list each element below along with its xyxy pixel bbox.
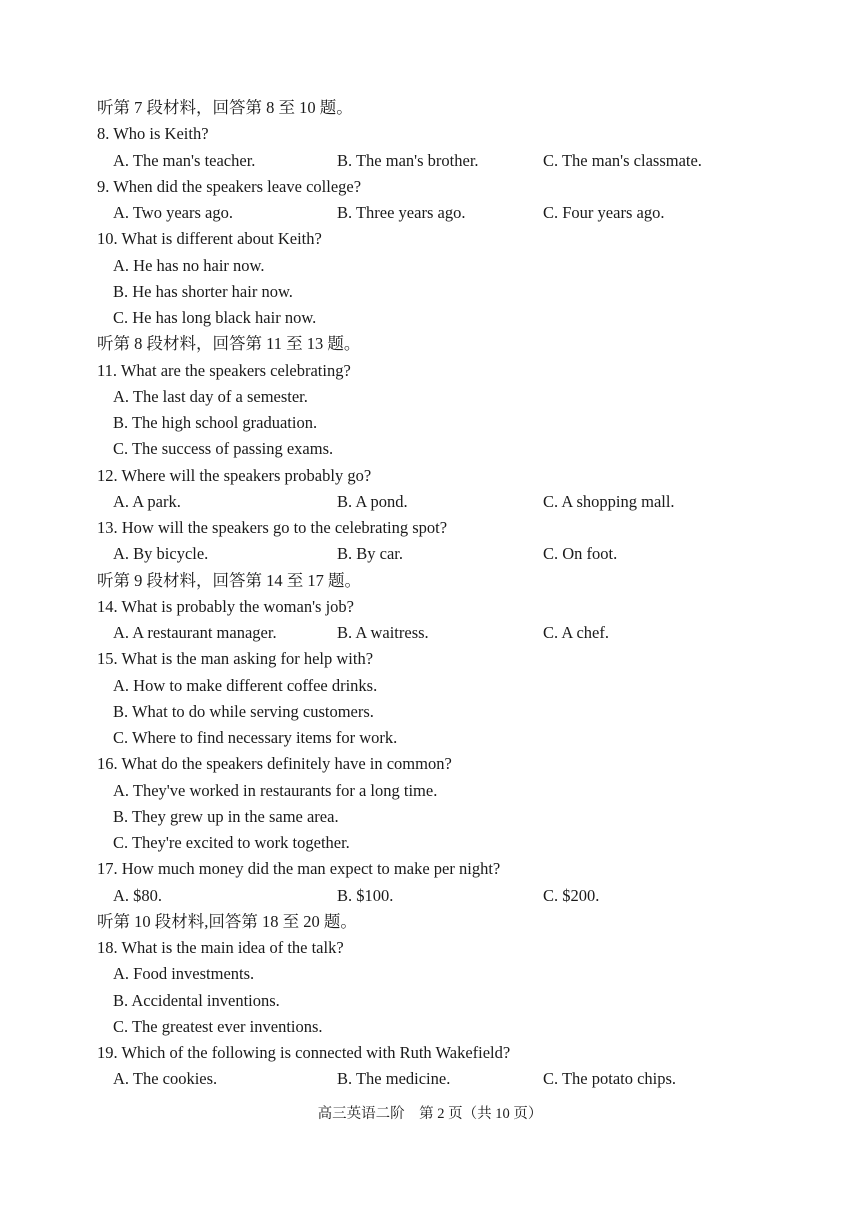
answer-option: C. A shopping mall.	[543, 491, 675, 511]
question-stem: 9. When did the speakers leave college?	[97, 176, 362, 196]
answer-option: C. Four years ago.	[543, 203, 665, 222]
section-instruction: 听第 8 段材料，回答第 11 至 13 题。	[97, 334, 361, 354]
section-instruction: 听第 7 段材料，回答第 8 至 10 题。	[97, 98, 353, 117]
answer-option: C. The man's classmate.	[543, 150, 702, 170]
answer-option: A. The last day of a semester.	[113, 386, 308, 406]
answer-option: B. Three years ago.	[337, 203, 466, 222]
answer-option: A. The man's teacher.	[113, 150, 256, 170]
answer-option: C. He has long black hair now.	[113, 308, 317, 327]
question-stem: 11. What are the speakers celebrating?	[97, 360, 351, 380]
answer-option: B. He has shorter hair now.	[113, 281, 293, 301]
question-stem: 8. Who is Keith?	[97, 124, 209, 144]
question-stem: 18. What is the main idea of the talk?	[97, 938, 344, 957]
section-instruction: 听第 10 段材料,回答第 18 至 20 题。	[97, 911, 357, 931]
answer-option: B. The high school graduation.	[113, 413, 318, 432]
question-stem: 14. What is probably the woman's job?	[97, 596, 354, 616]
question-stem: 17. How much money did the man expect to make per night?	[97, 859, 501, 879]
answer-option: A. By bicycle.	[113, 544, 209, 564]
answer-option: B. Accidental inventions.	[113, 990, 280, 1010]
answer-option: C. The success of passing exams.	[113, 439, 334, 459]
answer-option: B. The man's brother.	[337, 150, 479, 170]
answer-option: C. They're excited to work together.	[113, 833, 350, 852]
answer-option: A. They've worked in restaurants for a long time.	[113, 780, 438, 800]
answer-option: B. $100.	[337, 885, 394, 905]
answer-option: C. A chef.	[543, 623, 609, 642]
answer-option: A. The cookies.	[113, 1069, 218, 1089]
question-stem: 13. How will the speakers go to the celebrating spot?	[97, 518, 448, 537]
answer-option: C. $200.	[543, 885, 600, 905]
answer-option: C. Where to find necessary items for work.	[113, 728, 398, 747]
answer-option: A. A restaurant manager.	[113, 623, 277, 642]
answer-option: B. A waitress.	[337, 623, 429, 642]
answer-option: A. Two years ago.	[113, 203, 233, 222]
answer-option: C. The greatest ever inventions.	[113, 1016, 323, 1036]
answer-option: A. A park.	[113, 491, 181, 511]
answer-option: B. By car.	[337, 544, 403, 564]
section-instruction: 听第 9 段材料，回答第 14 至 17 题。	[97, 570, 361, 590]
question-stem: 12. Where will the speakers probably go?	[97, 465, 372, 485]
answer-option: C. The potato chips.	[543, 1069, 677, 1089]
question-stem: 15. What is the man asking for help with?	[97, 649, 374, 669]
answer-option: B. What to do while serving customers.	[113, 701, 374, 721]
question-stem: 19. Which of the following is connected with Ruth Wakefield?	[97, 1043, 511, 1062]
page-footer: 高三英语二阶 第 2 页（共 10 页）	[317, 1106, 543, 1122]
answer-option: B. A pond.	[337, 491, 408, 511]
answer-option: A. He has no hair now.	[113, 255, 265, 275]
answer-option: A. Food investments.	[113, 964, 255, 984]
question-stem: 16. What do the speakers definitely have in common?	[97, 754, 452, 774]
question-stem: 10. What is different about Keith?	[97, 229, 322, 249]
answer-option: A. How to make different coffee drinks.	[113, 675, 378, 695]
answer-option: B. The medicine.	[337, 1069, 451, 1089]
answer-option: B. They grew up in the same area.	[113, 806, 339, 826]
answer-option: A. $80.	[113, 885, 163, 905]
answer-option: C. On foot.	[543, 544, 618, 564]
